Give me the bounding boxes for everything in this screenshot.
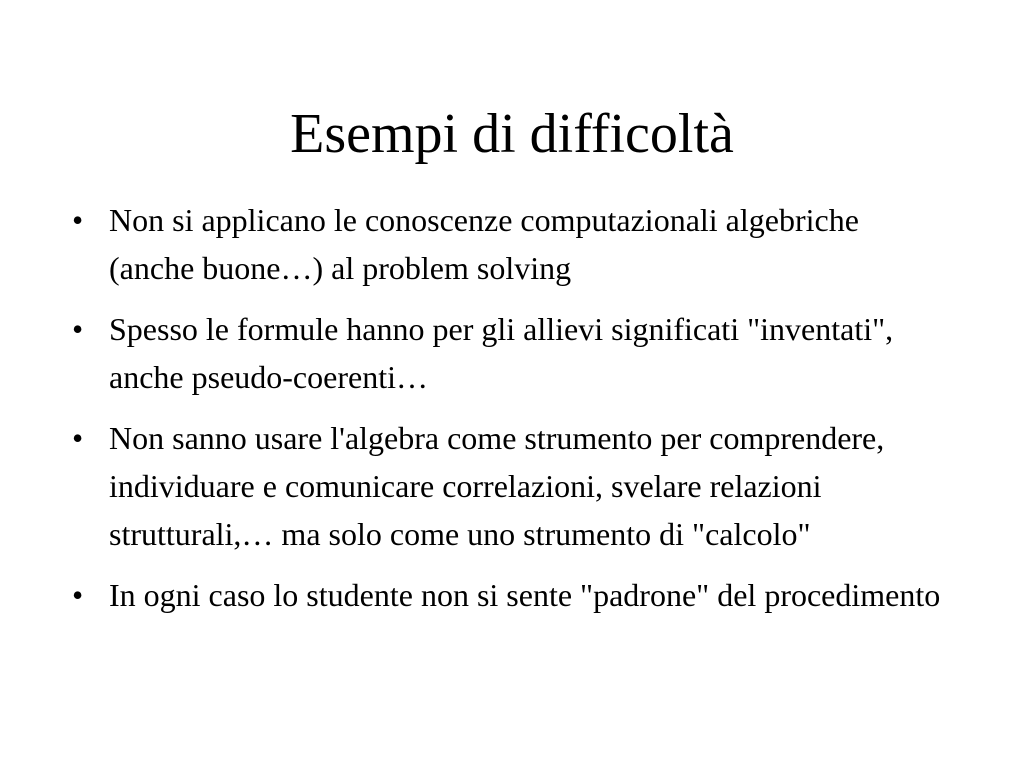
bullet-text: Spesso le formule hanno per gli allievi significati "inventati", anche pseudo-coerenti… <box>109 311 894 395</box>
list-item <box>72 196 952 292</box>
slide-title: Esempi di difficoltà <box>290 103 734 165</box>
bullet-list <box>72 196 952 632</box>
bullet-icon: • <box>72 311 84 347</box>
list-item <box>72 305 952 401</box>
list-item <box>72 414 952 558</box>
bullet-icon: • <box>72 577 84 613</box>
list-item <box>72 571 952 619</box>
bullet-text: Non sanno usare l'algebra come strumento per comprendere, individuare e comunicare correlazioni, svelare relazioni strutturali,… ma solo come uno strumento di "calcolo" <box>109 420 885 552</box>
bullet-icon: • <box>72 202 84 238</box>
bullet-icon: • <box>72 420 84 456</box>
bullet-text: Non si applicano le conoscenze computazionali algebriche (anche buone…) al problem solving <box>109 202 859 286</box>
bullet-text: In ogni caso lo studente non si sente "padrone" del procedimento <box>109 577 941 613</box>
